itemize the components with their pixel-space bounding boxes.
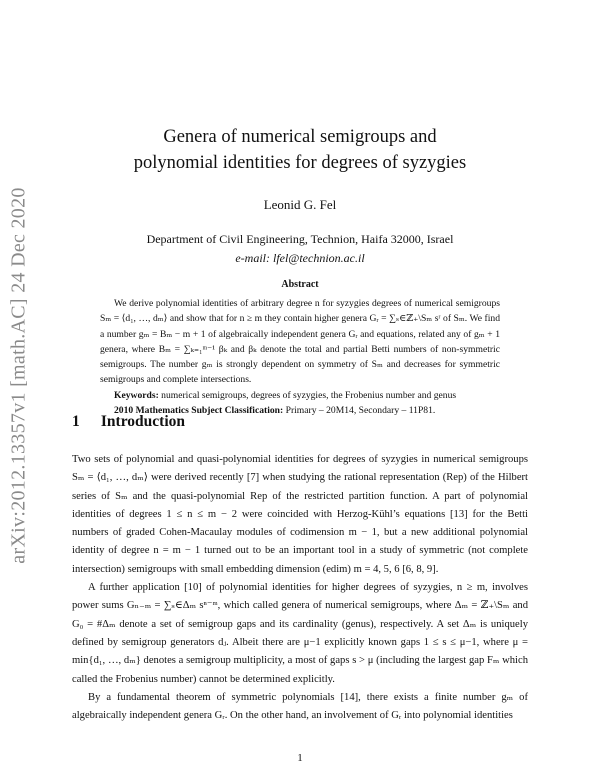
paper-title	[60, 124, 540, 176]
keywords-line	[100, 388, 500, 403]
title-line-2: polynomial identities for degrees of syzygies	[133, 153, 467, 173]
paragraph-3: By a fundamental theorem of symmetric polynomials [14], there exists a finite number gₘ of algebraically independent genera Gᵣ. On the other hand, an involvement of Gᵣ into polynomial identities	[72, 691, 528, 722]
msc-label: 2010 Mathematics Subject Classification:	[114, 405, 284, 417]
section-heading	[72, 413, 185, 431]
abstract-body	[100, 296, 500, 418]
abstract-text: We derive polynomial identities of arbitrary degree n for syzygies degrees of numerical semigroups Sₘ = ⟨d₁, …, dₘ⟩ and show that for n ≥ m they contain higher genera Gᵣ = ∑ₛ∈ℤ₊\Sₘ sʳ of Sₘ. We find a number gₘ = Bₘ − m + 1 of algebraically independent genera Gᵣ and equations, related any of gₘ + 1 genera, where Bₘ = ∑ₖ₌₁ᵐ⁻¹ βₖ and βₖ denote the total and partial Betti numbers of non-symmetric semigroups. The number gₘ is strongly dependent on symmetry of Sₘ and decreases for symmetric semigroups and complete intersections.	[100, 298, 500, 386]
affiliation-block	[60, 230, 540, 268]
paragraph-1: Two sets of polynomial and quasi-polynomial identities for degrees of syzygies in numerical semigroups Sₘ = ⟨d₁, …, dₘ⟩ were derived recently [7] when studying the rational representation (Rep) of the Hilbert series of Sₘ and the quasi-polynomial Rep of the restricted partition function. A part of polynomial identities of degrees 1 ≤ n ≤ m − 2 were coincided with Herzog-Kühl’s equations [13] for the Betti numbers of graded Cohen-Macaulay modules of codimension m − 1, but a new additional polynomial identity of degree n = m − 1 turned out to be an important tool in a study of symmetric (not complete intersection) semigroups with small embedding dimension (edim) m = 4, 5, 6 [6, 8, 9].	[72, 454, 528, 575]
author-email: e-mail: lfel@technion.ac.il	[235, 251, 365, 265]
arxiv-identifier	[4, 175, 34, 575]
arxiv-identifier-text: arXiv:2012.13357v1 [math.AC] 24 Dec 2020	[7, 186, 30, 564]
keywords-label: Keywords:	[114, 389, 159, 401]
abstract-heading: Abstract	[281, 279, 319, 290]
affiliation: Department of Civil Engineering, Technion, Haifa 32000, Israel	[146, 232, 454, 246]
introduction-body	[72, 451, 528, 725]
keywords-text: numerical semigroups, degrees of syzygies, the Frobenius number and genus	[161, 389, 457, 401]
paragraph-2: A further application [10] of polynomial identities for higher degrees of syzygies, n ≥ m, involves power sums Gₙ₋ₘ = ∑ₛ∈Δₘ sⁿ⁻ᵐ, which called genera of numerical semigroups, where Δₘ = ℤ₊\Sₘ and G₀ = #Δₘ denote a set of semigroup gaps and its cardinality (genus), respectively. A set Δₘ is uniquely defined by semigroup generators dⱼ. Albeit there are μ−1 explicitly known gaps 1 ≤ s ≤ μ−1, where μ = min{d₁, …, dₘ} denotes a semigroup multiplicity, a most of gaps s > μ (including the largest gap Fₘ which called the Frobenius number) cannot be determined explicitly.	[72, 582, 528, 685]
msc-text: Primary – 20M14, Secondary – 11P81.	[285, 405, 436, 417]
page-number: 1	[297, 752, 303, 764]
section-number: 1	[72, 413, 80, 430]
title-line-1: Genera of numerical semigroups and	[163, 127, 437, 147]
section-title: Introduction	[100, 413, 185, 430]
author-name: Leonid G. Fel	[263, 197, 337, 212]
